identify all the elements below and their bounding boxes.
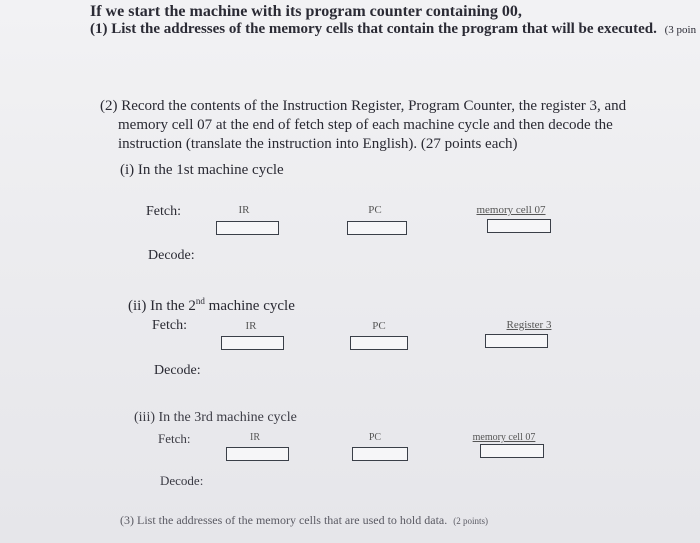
question-2-line2: memory cell 07 at the end of fetch step of each machine cycle and then decode the	[118, 117, 613, 133]
question-2-line3: instruction (translate the instruction into English). (27 points each)	[118, 136, 518, 152]
question-3-points: (2 points)	[453, 516, 488, 526]
cycle1-fetch-label: Fetch:	[146, 204, 181, 219]
cycle3-pc-label: PC	[368, 432, 382, 443]
question-1	[90, 21, 696, 38]
cycle3-decode-label: Decode:	[160, 473, 204, 488]
cycle2-pc-label: PC	[372, 320, 386, 332]
cycle1-title: (i) In the 1st machine cycle	[120, 162, 284, 178]
cycle2-title	[128, 296, 295, 315]
question-3	[120, 513, 488, 528]
cycle1-pc-label: PC	[368, 204, 382, 216]
cycle1-decode-label: Decode:	[148, 248, 195, 263]
cycle1-memory-box[interactable]	[487, 219, 551, 233]
cycle2-title-b: machine cycle	[204, 298, 295, 314]
question-3-text: (3) List the addresses of the memory cells that are used to hold data.	[120, 513, 448, 527]
cycle2-fetch-label: Fetch:	[152, 318, 187, 333]
question-1-text: (1) List the addresses of the memory cells that contain the program that will be executed.	[90, 21, 657, 37]
question-1-points: (3 poin	[664, 24, 697, 36]
cycle3-fetch-label: Fetch:	[158, 431, 191, 446]
cycle2-title-a: (ii) In the 2	[128, 298, 196, 314]
cycle1-pc-box[interactable]	[347, 221, 407, 235]
cycle2-ir-label: IR	[245, 320, 257, 332]
cycle1-ir-label: IR	[238, 204, 250, 216]
question-2-line1: (2) Record the contents of the Instruction Register, Program Counter, the register 3, and	[100, 98, 627, 114]
cycle3-ir-label: IR	[250, 432, 260, 443]
intro-line: If we start the machine with its program counter containing 00,	[90, 3, 522, 20]
cycle3-memory-label: memory cell 07	[472, 432, 536, 443]
cycle3-ir-box[interactable]	[226, 447, 289, 461]
cycle3-memory-box[interactable]	[480, 444, 544, 458]
cycle2-pc-box[interactable]	[350, 336, 408, 350]
cycle3-pc-box[interactable]	[352, 447, 408, 461]
cycle2-ir-box[interactable]	[221, 336, 284, 350]
cycle2-decode-label: Decode:	[154, 363, 201, 378]
cycle2-register3-box[interactable]	[485, 334, 548, 348]
cycle1-ir-box[interactable]	[216, 221, 279, 235]
cycle2-title-sup: nd	[195, 296, 205, 306]
cycle1-memory-label: memory cell 07	[476, 204, 546, 216]
cycle2-register3-label: Register 3	[506, 319, 552, 331]
cycle3-title: (iii) In the 3rd machine cycle	[134, 410, 297, 425]
